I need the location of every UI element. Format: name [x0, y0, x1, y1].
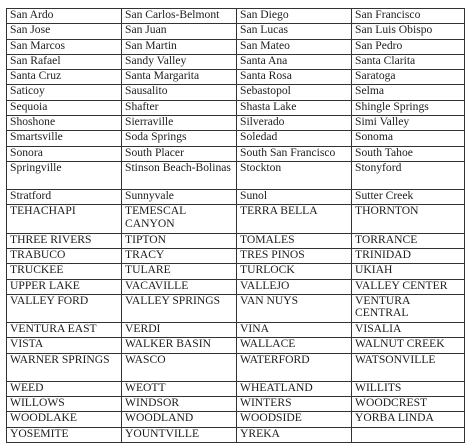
table-cell: Santa Rosa [237, 70, 352, 85]
table-cell: VAN NUYS [237, 294, 352, 322]
table-cell: VALLEY FORD [7, 294, 122, 322]
table-cell: Sutter Creek [352, 190, 465, 205]
table-cell: WALLACE [237, 338, 352, 353]
table-cell: Santa Clarita [352, 54, 465, 69]
table-cell: WINDSOR [122, 397, 237, 412]
table-cell: Santa Ana [237, 54, 352, 69]
place-names-table [6, 8, 465, 443]
table-row [7, 39, 465, 54]
table-cell: Sunnyvale [122, 190, 237, 205]
table-cell: VENTURA CENTRAL [352, 294, 465, 322]
table-cell: WASCO [122, 353, 237, 381]
table-cell: Shafter [122, 100, 237, 115]
table-cell: TRES PINOS [237, 248, 352, 263]
table-row [7, 54, 465, 69]
table-row [7, 294, 465, 322]
table-cell: TURLOCK [237, 264, 352, 279]
table-cell: TOMALES [237, 233, 352, 248]
table-cell: WILLITS [352, 381, 465, 396]
table-cell: UPPER LAKE [7, 279, 122, 294]
table-cell: San Rafael [7, 54, 122, 69]
table-cell: VINA [237, 323, 352, 338]
table-cell: San Luis Obispo [352, 24, 465, 39]
table-cell: Silverado [237, 116, 352, 131]
table-cell: Simi Valley [352, 116, 465, 131]
table-row [7, 381, 465, 396]
table-cell: TRUCKEE [7, 264, 122, 279]
table-cell: San Marcos [7, 39, 122, 54]
table-cell: Sausalito [122, 85, 237, 100]
table-cell: Shasta Lake [237, 100, 352, 115]
table-cell: Springville [7, 161, 122, 189]
table-cell: Sierraville [122, 116, 237, 131]
table-cell: Saratoga [352, 70, 465, 85]
table-cell: Santa Cruz [7, 70, 122, 85]
table-cell: TRINIDAD [352, 248, 465, 263]
table-cell: Soledad [237, 131, 352, 146]
table-cell: TEMESCAL CANYON [122, 205, 237, 233]
table-cell: YORBA LINDA [352, 412, 465, 427]
table-cell: Stockton [237, 161, 352, 189]
table-cell: Sequoia [7, 100, 122, 115]
table-cell: VISALIA [352, 323, 465, 338]
table-row [7, 131, 465, 146]
table-cell: San Jose [7, 24, 122, 39]
table-cell [352, 427, 465, 442]
table-row [7, 233, 465, 248]
table-row [7, 412, 465, 427]
table-cell: WEED [7, 381, 122, 396]
table-cell: Santa Margarita [122, 70, 237, 85]
table-cell: Shingle Springs [352, 100, 465, 115]
table-cell: Stinson Beach-Bolinas [122, 161, 237, 189]
table-cell: San Juan [122, 24, 237, 39]
table-cell: VENTURA EAST [7, 323, 122, 338]
table-cell: YOSEMITE [7, 427, 122, 442]
table-cell: WATERFORD [237, 353, 352, 381]
table-cell: VALLEY CENTER [352, 279, 465, 294]
table-cell: WOODLAND [122, 412, 237, 427]
table-cell: WALNUT CREEK [352, 338, 465, 353]
table-cell: San Diego [237, 9, 352, 24]
table-cell: San Martin [122, 39, 237, 54]
table-cell: WEOTT [122, 381, 237, 396]
table-row [7, 248, 465, 263]
table-row [7, 323, 465, 338]
table-cell: Sebastopol [237, 85, 352, 100]
table-cell: THORNTON [352, 205, 465, 233]
table-row [7, 264, 465, 279]
table-cell: Sonora [7, 146, 122, 161]
table-cell: WALKER BASIN [122, 338, 237, 353]
table-cell: Stratford [7, 190, 122, 205]
table-cell: WINTERS [237, 397, 352, 412]
table-cell: South San Francisco [237, 146, 352, 161]
table-cell: Soda Springs [122, 131, 237, 146]
table-row [7, 161, 465, 189]
table-cell: VALLEJO [237, 279, 352, 294]
table-cell: WATSONVILLE [352, 353, 465, 381]
table-cell: TIPTON [122, 233, 237, 248]
table-row [7, 9, 465, 24]
table-row [7, 427, 465, 442]
table-cell: THREE RIVERS [7, 233, 122, 248]
table-cell: YOUNTVILLE [122, 427, 237, 442]
table-cell: VALLEY SPRINGS [122, 294, 237, 322]
table-cell: WOODCREST [352, 397, 465, 412]
place-names-table-body [7, 9, 465, 443]
table-cell: Sonoma [352, 131, 465, 146]
table-cell: TERRA BELLA [237, 205, 352, 233]
table-cell: San Ardo [7, 9, 122, 24]
table-cell: WOODLAKE [7, 412, 122, 427]
table-row [7, 100, 465, 115]
table-cell: VERDI [122, 323, 237, 338]
table-row [7, 397, 465, 412]
table-cell: VACAVILLE [122, 279, 237, 294]
table-row [7, 116, 465, 131]
table-cell: YREKA [237, 427, 352, 442]
table-cell: TORRANCE [352, 233, 465, 248]
table-cell: San Mateo [237, 39, 352, 54]
table-cell: WHEATLAND [237, 381, 352, 396]
table-cell: Shoshone [7, 116, 122, 131]
table-cell: Stonyford [352, 161, 465, 189]
table-row [7, 353, 465, 381]
table-cell: Sunol [237, 190, 352, 205]
table-row [7, 146, 465, 161]
table-row [7, 205, 465, 233]
table-cell: TRABUCO [7, 248, 122, 263]
table-row [7, 279, 465, 294]
table-row [7, 85, 465, 100]
table-cell: San Pedro [352, 39, 465, 54]
table-cell: San Francisco [352, 9, 465, 24]
table-cell: Smartsville [7, 131, 122, 146]
table-cell: TRACY [122, 248, 237, 263]
table-cell: Saticoy [7, 85, 122, 100]
table-cell: Selma [352, 85, 465, 100]
table-cell: Sandy Valley [122, 54, 237, 69]
table-row [7, 338, 465, 353]
table-cell: South Placer [122, 146, 237, 161]
table-cell: WILLOWS [7, 397, 122, 412]
table-cell: South Tahoe [352, 146, 465, 161]
table-row [7, 190, 465, 205]
table-cell: WOODSIDE [237, 412, 352, 427]
table-cell: VISTA [7, 338, 122, 353]
table-cell: UKIAH [352, 264, 465, 279]
table-cell: TEHACHAPI [7, 205, 122, 233]
table-row [7, 70, 465, 85]
table-row [7, 24, 465, 39]
table-cell: San Lucas [237, 24, 352, 39]
table-cell: San Carlos-Belmont [122, 9, 237, 24]
table-cell: TULARE [122, 264, 237, 279]
table-cell: WARNER SPRINGS [7, 353, 122, 381]
